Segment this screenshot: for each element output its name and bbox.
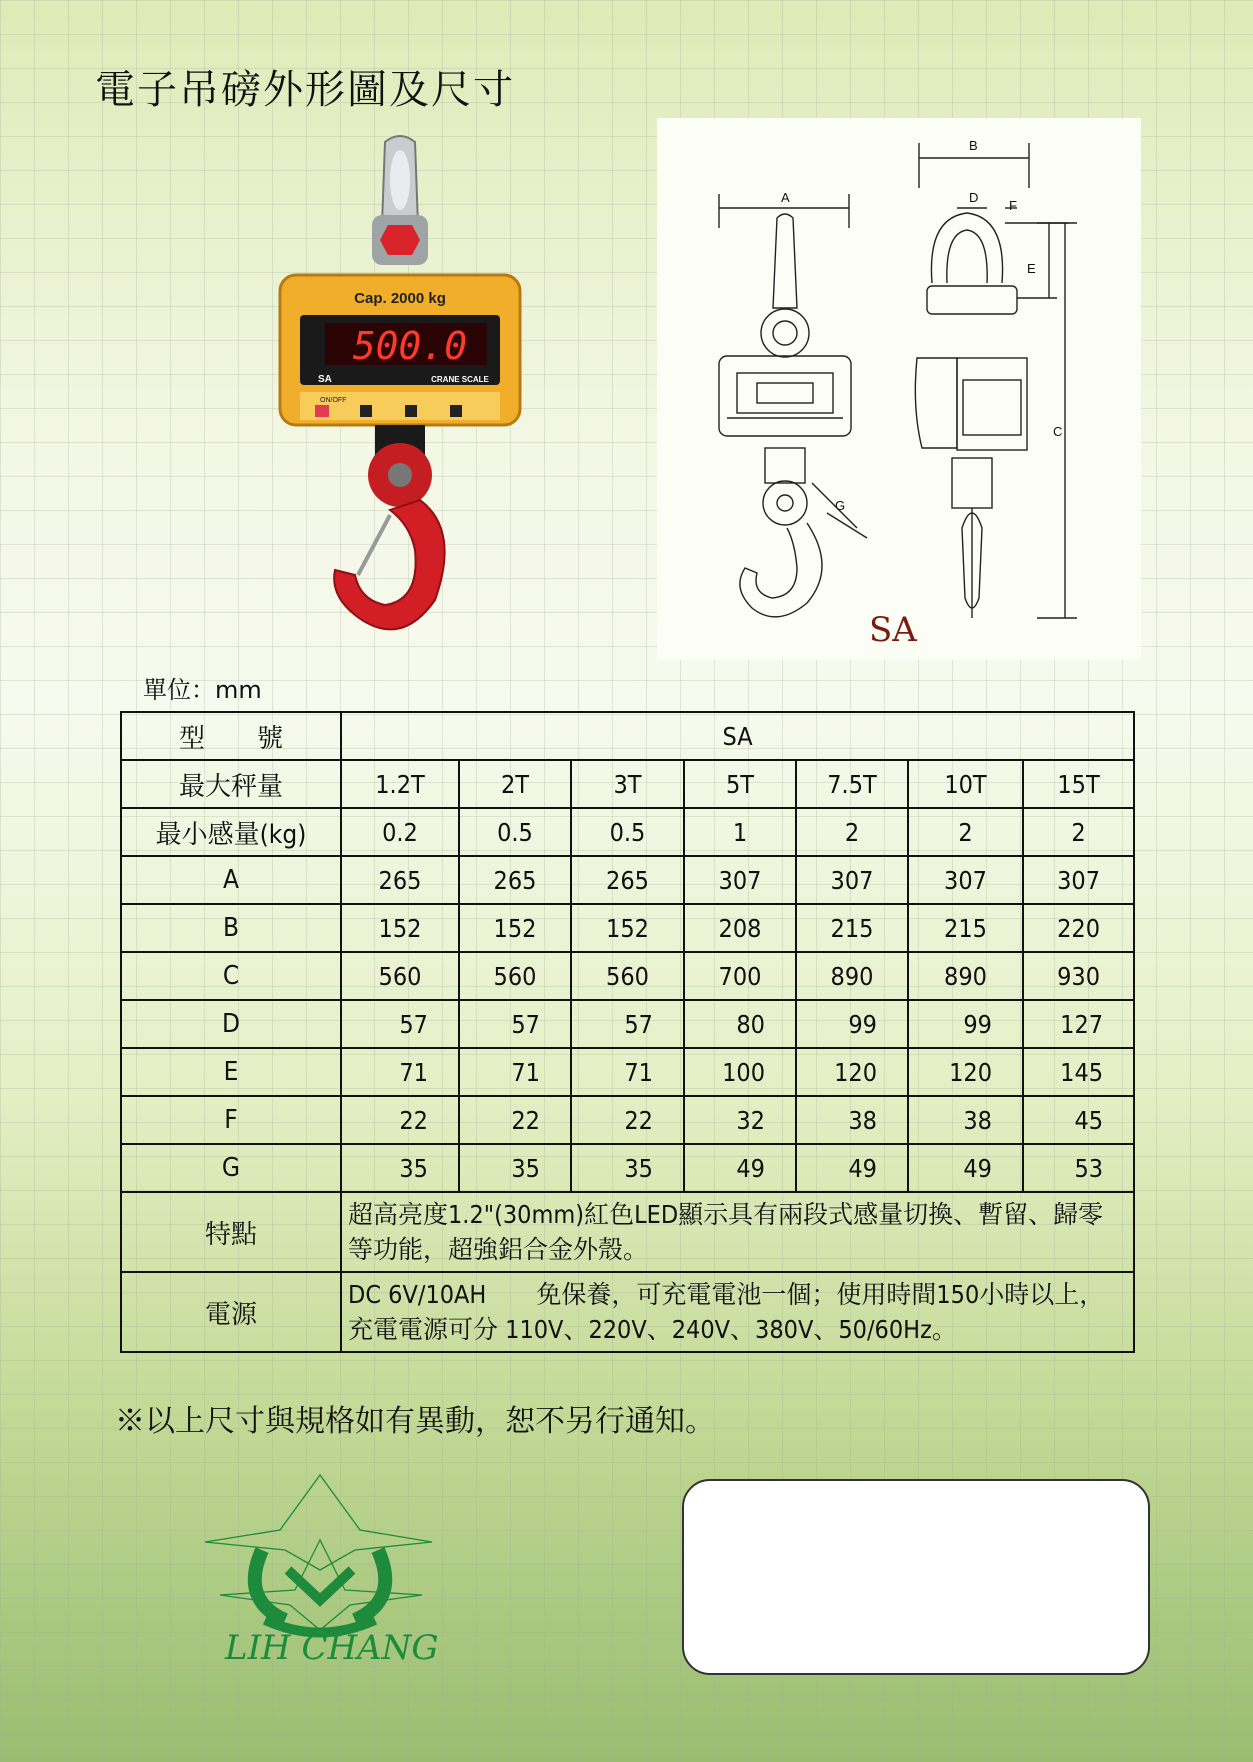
model-label: SA: [318, 374, 332, 385]
contact-box: [682, 1479, 1150, 1675]
table-cell: 120: [796, 1048, 908, 1096]
table-cell: 215: [796, 904, 908, 952]
dim-label-f: F: [1009, 198, 1017, 213]
spec-table: [120, 711, 1135, 1353]
table-row: [121, 1144, 1134, 1192]
table-cell: 57: [459, 1000, 571, 1048]
table-cell: 152: [459, 904, 571, 952]
table-row-features: [121, 1192, 1134, 1272]
table-cell: 265: [571, 856, 684, 904]
table-cell: 10T: [908, 760, 1023, 808]
table-cell: 1: [684, 808, 796, 856]
model-value: SA: [341, 712, 1134, 760]
table-row-model: [121, 712, 1134, 760]
table-cell: 49: [796, 1144, 908, 1192]
table-cell: 80: [684, 1000, 796, 1048]
table-cell: 57: [571, 1000, 684, 1048]
table-cell: 2: [796, 808, 908, 856]
table-row: [121, 952, 1134, 1000]
unit-label: 單位：mm: [143, 676, 262, 704]
table-cell: 0.5: [571, 808, 684, 856]
table-cell: 2: [1023, 808, 1134, 856]
table-cell: 152: [571, 904, 684, 952]
table-cell: 208: [684, 904, 796, 952]
table-row: [121, 856, 1134, 904]
dim-label-e: E: [1027, 261, 1036, 276]
table-cell: 307: [1023, 856, 1134, 904]
table-cell: 265: [459, 856, 571, 904]
table-cell: 2: [908, 808, 1023, 856]
row-label: F: [121, 1096, 341, 1144]
row-label: E: [121, 1048, 341, 1096]
row-label: G: [121, 1144, 341, 1192]
power-text: [341, 1272, 1134, 1352]
table-row: [121, 1096, 1134, 1144]
model-header: 型 號: [121, 712, 341, 760]
table-cell: 100: [684, 1048, 796, 1096]
crane-scale-photo: [270, 130, 530, 650]
table-row: [121, 904, 1134, 952]
table-cell: 215: [908, 904, 1023, 952]
table-cell: 0.5: [459, 808, 571, 856]
table-cell: 49: [908, 1144, 1023, 1192]
dim-label-c: C: [1053, 424, 1063, 439]
table-cell: 99: [908, 1000, 1023, 1048]
table-row: [121, 1048, 1134, 1096]
table-cell: 38: [908, 1096, 1023, 1144]
row-label: B: [121, 904, 341, 952]
table-cell: 307: [908, 856, 1023, 904]
table-cell: 35: [459, 1144, 571, 1192]
table-cell: 120: [908, 1048, 1023, 1096]
table-cell: 560: [459, 952, 571, 1000]
table-cell: 307: [796, 856, 908, 904]
table-cell: 71: [459, 1048, 571, 1096]
table-cell: 32: [684, 1096, 796, 1144]
table-cell: 71: [341, 1048, 459, 1096]
table-cell: 5T: [684, 760, 796, 808]
power-line-1: DC 6V/10AH 免保養，可充電電池一個；使用時間150小時以上，: [348, 1280, 1105, 1309]
table-cell: 22: [459, 1096, 571, 1144]
table-cell: 307: [684, 856, 796, 904]
table-cell: 560: [571, 952, 684, 1000]
table-row-power: [121, 1272, 1134, 1352]
dim-label-g: G: [835, 498, 846, 513]
table-cell: 71: [571, 1048, 684, 1096]
table-row: [121, 808, 1134, 856]
table-cell: 38: [796, 1096, 908, 1144]
table-cell: 7.5T: [796, 760, 908, 808]
table-cell: 560: [341, 952, 459, 1000]
table-cell: 127: [1023, 1000, 1134, 1048]
table-cell: 35: [341, 1144, 459, 1192]
table-cell: 2T: [459, 760, 571, 808]
table-row: [121, 1000, 1134, 1048]
row-label: D: [121, 1000, 341, 1048]
table-cell: 700: [684, 952, 796, 1000]
table-cell: 15T: [1023, 760, 1134, 808]
row-label: A: [121, 856, 341, 904]
table-cell: 35: [571, 1144, 684, 1192]
table-cell: 53: [1023, 1144, 1134, 1192]
logo-text: LIH CHANG: [225, 1628, 439, 1668]
dim-label-d: D: [969, 190, 979, 205]
table-cell: 930: [1023, 952, 1134, 1000]
table-cell: 890: [796, 952, 908, 1000]
table-cell: 152: [341, 904, 459, 952]
features-label: 特點: [121, 1192, 341, 1272]
features-text: 超高亮度1.2"(30mm)紅色LED顯示具有兩段式感量切換、暫留、歸零等功能，超強鋁合金外殼。: [341, 1192, 1134, 1272]
table-row: [121, 760, 1134, 808]
power-line-2: 充電電源可分 110V、220V、240V、380V、50/60Hz。: [348, 1315, 957, 1344]
table-cell: 22: [571, 1096, 684, 1144]
table-cell: 265: [341, 856, 459, 904]
dim-label-a: A: [781, 190, 790, 205]
row-label: C: [121, 952, 341, 1000]
table-cell: 45: [1023, 1096, 1134, 1144]
crane-label: CRANE SCALE: [431, 375, 489, 384]
table-cell: 22: [341, 1096, 459, 1144]
row-label: 最小感量(kg): [121, 808, 341, 856]
table-cell: 220: [1023, 904, 1134, 952]
table-cell: 99: [796, 1000, 908, 1048]
notice-text: ※以上尺寸與規格如有異動，恕不另行通知。: [115, 1404, 715, 1439]
table-cell: 1.2T: [341, 760, 459, 808]
led-display: 500.0: [352, 324, 468, 368]
table-cell: 890: [908, 952, 1023, 1000]
page-title: 電子吊磅外形圖及尺寸: [95, 67, 515, 113]
drawing-model-label: SA: [869, 610, 917, 650]
table-cell: 0.2: [341, 808, 459, 856]
table-cell: 145: [1023, 1048, 1134, 1096]
power-label: 電源: [121, 1272, 341, 1352]
table-cell: 3T: [571, 760, 684, 808]
onoff-label: ON/OFF: [320, 397, 347, 404]
table-cell: 57: [341, 1000, 459, 1048]
cap-label: Cap. 2000 kg: [354, 290, 446, 307]
dim-label-b: B: [969, 138, 978, 153]
row-label: 最大秤量: [121, 760, 341, 808]
table-cell: 49: [684, 1144, 796, 1192]
dimension-drawing: [657, 118, 1141, 660]
